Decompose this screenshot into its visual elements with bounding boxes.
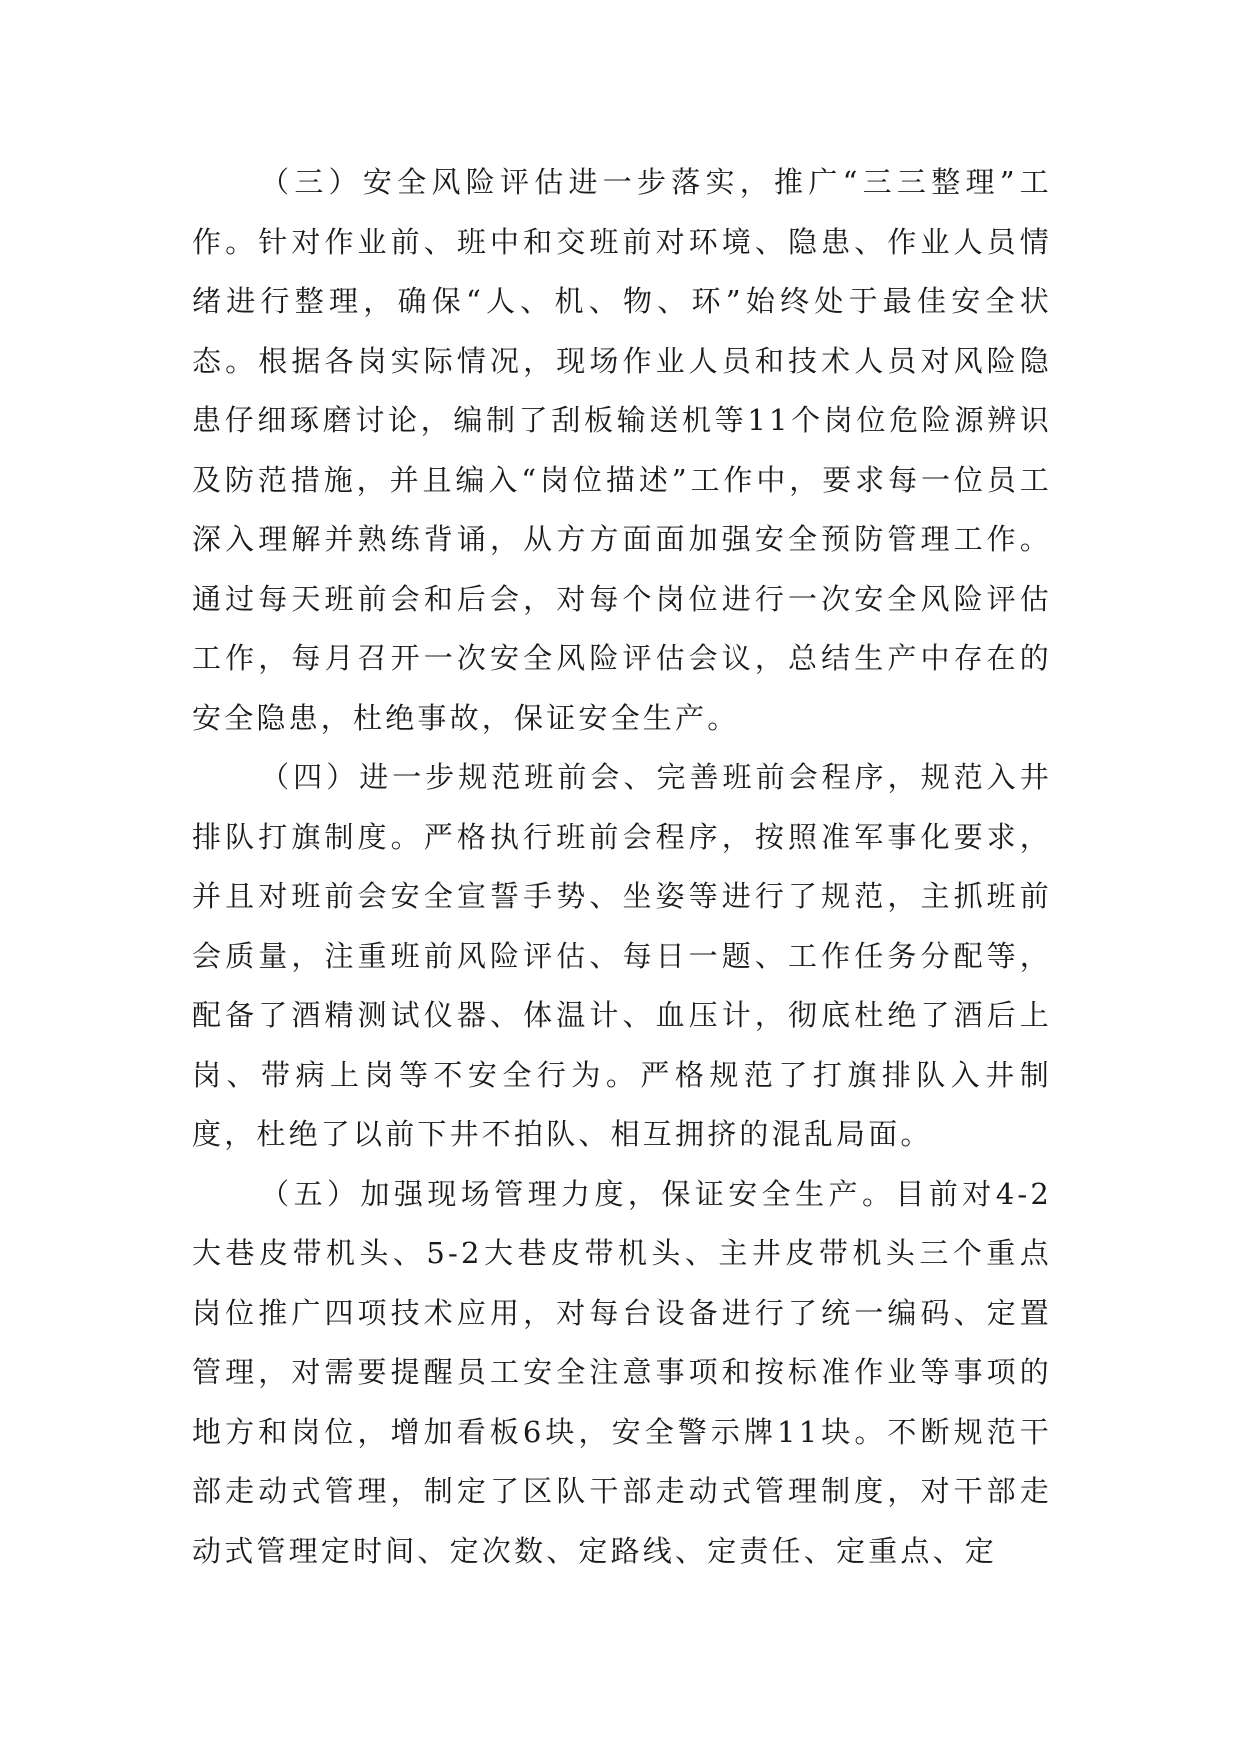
paragraph-site-management: （五）加强现场管理力度，保证安全生产。目前对4-2大巷皮带机头、5-2大巷皮带机头、主井皮带机头三个重点岗位推广四项技术应用，对每台设备进行了统一编码、定置管理，对需要提醒员工安全注意事项和按标准作业等事项的地方和岗位，增加看板6块，安全警示牌11块。不断规范干部走动式管理，制定了区队干部走动式管理制度，对干部走动式管理定时间、定次数、定路线、定责任、定重点、定 (192, 1176, 1052, 1568)
paragraph-pre-shift-meeting: （四）进一步规范班前会、完善班前会程序，规范入井排队打旗制度。严格执行班前会程序，按照准军事化要求，并且对班前会安全宣誓手势、坐姿等进行了规范，主抓班前会质量，注重班前风险评估、每日一题、工作任务分配等，配备了酒精测试仪器、体温计、血压计，彻底杜绝了酒后上岗、带病上岗等不安全行为。严格规范了打旗排队入井制度，杜绝了以前下井不拍队、相互拥挤的混乱局面。 (192, 760, 1052, 1151)
paragraph-safety-risk-assessment: （三）安全风险评估进一步落实，推广“三三整理”工作。针对作业前、班中和交班前对环境、隐患、作业人员情绪进行整理，确保“人、机、物、环”始终处于最佳安全状态。根据各岗实际情况，现场作业人员和技术人员对风险隐患仔细琢磨讨论，编制了刮板输送机等11个岗位危险源辨识及防范措施，并且编入“岗位描述”工作中，要求每一位员工深入理解并熟练背诵，从方方面面加强安全预防管理工作。通过每天班前会和后会，对每个岗位进行一次安全风险评估工作，每月召开一次安全风险评估会议，总结生产中存在的安全隐患，杜绝事故，保证安全生产。 (192, 165, 1052, 735)
document-body (192, 153, 1052, 1581)
